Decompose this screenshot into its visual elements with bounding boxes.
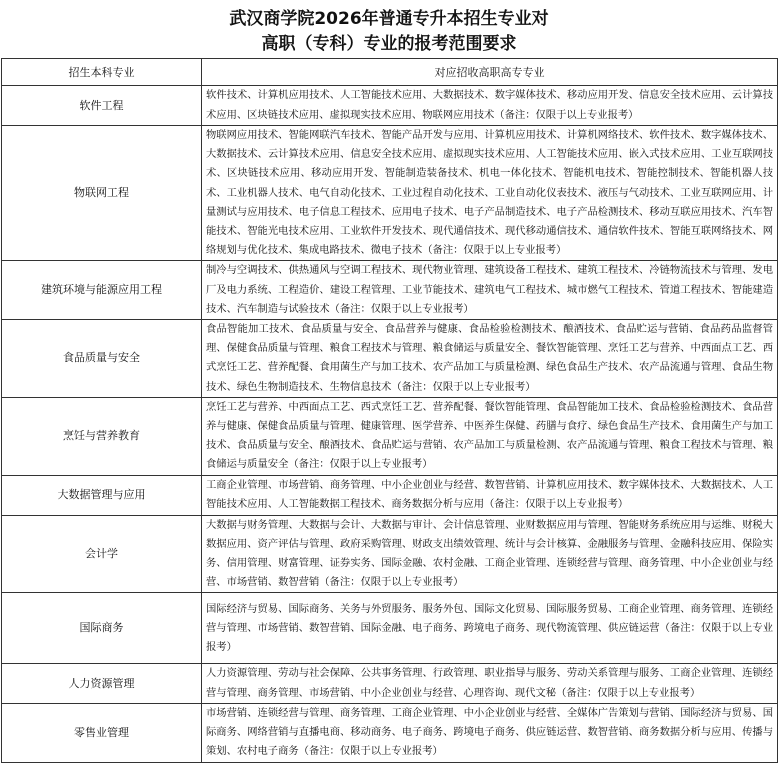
table-row xyxy=(2,86,778,126)
major-name: 零售业管理 xyxy=(2,703,202,762)
allowed-majors: 大数据与财务管理、大数据与会计、大数据与审计、会计信息管理、业财数据应用与管理、智能财务系统应用与运维、财税大数据应用、资产评估与管理、政府采购管理、财政支出绩效管理、统计与会计核算、金融服务与管理、金融科技应用、保险实务、信用管理、财富管理、证券实务、国际金融、农村金融、工商企业管理、连锁经营与管理、商务管理、中小企业创业与经营、市场营销、数智营销（备注：仅限于以上专业报考） xyxy=(202,515,778,593)
table-row xyxy=(2,515,778,593)
allowed-majors: 制冷与空调技术、供热通风与空调工程技术、现代物业管理、建筑设备工程技术、建筑工程技术、冷链物流技术与管理、发电厂及电力系统、工程造价、建设工程管理、工业节能技术、建筑电气工程技术、城市燃气工程技术、管道工程技术、智能建造技术、汽车制造与试验技术（备注：仅限于以上专业报考） xyxy=(202,261,778,320)
major-name: 建筑环境与能源应用工程 xyxy=(2,261,202,320)
table-row xyxy=(2,475,778,515)
allowed-majors: 物联网应用技术、智能网联汽车技术、智能产品开发与应用、计算机应用技术、计算机网络技术、软件技术、数字媒体技术、大数据技术、云计算技术应用、信息安全技术应用、虚拟现实技术应用、人工智能技术应用、嵌入式技术应用、工业互联网技术、区块链技术应用、移动应用开发、智能制造装备技术、机电一体化技术、智能机电技术、智能控制技术、智能机器人技术、工业机器人技术、电气自动化技术、工业过程自动化技术、工业自动化仪表技术、液压与气动技术、工业互联网应用、计量测试与应用技术、电子信息工程技术、应用电子技术、电子产品制造技术、电子产品检测技术、移动互联应用技术、汽车智能技术、智能光电技术应用、工业软件开发技术、现代通信技术、现代移动通信技术、通信软件技术、智能互联网络技术、网络规划与优化技术、集成电路技术、微电子技术（备注：仅限于以上专业报考） xyxy=(202,126,778,261)
allowed-majors: 烹饪工艺与营养、中西面点工艺、西式烹饪工艺、营养配餐、餐饮智能管理、食品智能加工技术、食品检验检测技术、食品营养与健康、保健食品质量与管理、健康管理、医学营养、中医养生保健、药膳与食疗、绿色食品生产技术、食用菌生产与加工技术、食品质量与安全、酿酒技术、食品贮运与营销、农产品加工与质量检测、农产品流通与管理、粮食工程技术与管理、粮食储运与质量安全（备注：仅限于以上专业报考） xyxy=(202,397,778,475)
allowed-majors: 软件技术、计算机应用技术、人工智能技术应用、大数据技术、数字媒体技术、移动应用开发、信息安全技术应用、云计算技术应用、区块链技术应用、虚拟现实技术应用、物联网应用技术（备注：仅限于以上专业报考） xyxy=(202,86,778,126)
table-row xyxy=(2,593,778,664)
allowed-majors: 市场营销、连锁经营与管理、商务管理、工商企业管理、中小企业创业与经营、全媒体广告策划与营销、国际经济与贸易、国际商务、网络营销与直播电商、移动商务、电子商务、跨境电子商务、供应链运营、数智营销、商务数据分析与应用、传播与策划、农村电子商务（备注：仅限于以上专业报考） xyxy=(202,703,778,762)
document-title xyxy=(0,0,778,58)
major-name: 物联网工程 xyxy=(2,126,202,261)
header-range: 对应招收高职高专专业 xyxy=(202,59,778,86)
header-major: 招生本科专业 xyxy=(2,59,202,86)
table-row xyxy=(2,703,778,762)
title-line-1: 武汉商学院2026年普通专升本招生专业对 xyxy=(229,9,549,29)
allowed-majors: 国际经济与贸易、国际商务、关务与外贸服务、服务外包、国际文化贸易、国际服务贸易、工商企业管理、商务管理、连锁经营与管理、市场营销、数智营销、国际金融、电子商务、跨境电子商务、现代物流管理、供应链运营（备注：仅限于以上专业报考） xyxy=(202,593,778,664)
table-header-row xyxy=(2,59,778,86)
table-row xyxy=(2,320,778,398)
title-line-2: 高职（专科）专业的报考范围要求 xyxy=(261,34,517,54)
allowed-majors: 工商企业管理、市场营销、商务管理、中小企业创业与经营、数智营销、计算机应用技术、数字媒体技术、大数据技术、人工智能技术应用、人工智能数据工程技术、商务数据分析与应用（备注：仅限于以上专业报考） xyxy=(202,475,778,515)
allowed-majors: 食品智能加工技术、食品质量与安全、食品营养与健康、食品检验检测技术、酿酒技术、食品贮运与营销、食品药品监督管理、保健食品质量与管理、粮食工程技术与管理、粮食储运与质量安全、餐饮智能管理、烹饪工艺与营养、中西面点工艺、西式烹饪工艺、营养配餐、食用菌生产与加工技术、农产品加工与质量检测、绿色食品生产技术、农产品流通与管理、食品生物技术、绿色生物制造技术、生物信息技术（备注：仅限于以上专业报考） xyxy=(202,320,778,398)
table-row xyxy=(2,397,778,475)
table-row xyxy=(2,664,778,703)
allowed-majors: 人力资源管理、劳动与社会保障、公共事务管理、行政管理、职业指导与服务、劳动关系管理与服务、工商企业管理、连锁经营与管理、商务管理、市场营销、中小企业创业与经营、心理咨询、现代文秘（备注：仅限于以上专业报考） xyxy=(202,664,778,703)
major-name: 食品质量与安全 xyxy=(2,320,202,398)
major-name: 软件工程 xyxy=(2,86,202,126)
major-name: 国际商务 xyxy=(2,593,202,664)
table-row xyxy=(2,126,778,261)
major-name: 会计学 xyxy=(2,515,202,593)
major-name: 大数据管理与应用 xyxy=(2,475,202,515)
admission-table xyxy=(1,58,778,763)
table-row xyxy=(2,261,778,320)
major-name: 人力资源管理 xyxy=(2,664,202,703)
major-name: 烹饪与营养教育 xyxy=(2,397,202,475)
